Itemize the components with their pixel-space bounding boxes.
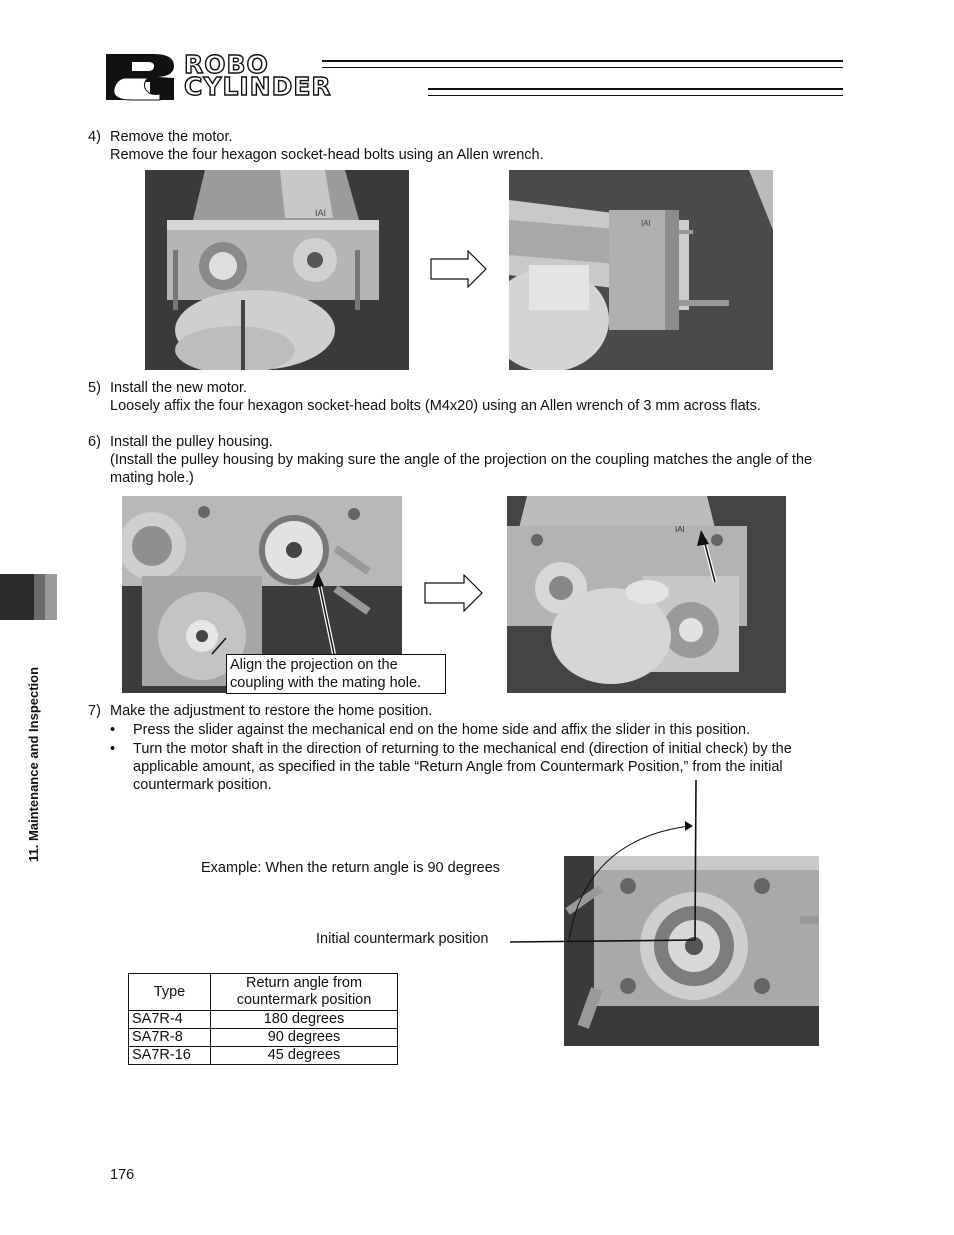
photo-remove-motor-before <box>145 170 409 370</box>
row1-type: SA7R-4 <box>129 1011 211 1029</box>
step6-detail-line1: (Install the pulley housing by making sure the angle of the projection on the coupling matches the angle of the <box>110 452 813 468</box>
bullet-icon-2: • <box>110 741 116 757</box>
step5-detail: Loosely affix the four hexagon socket-head bolts (M4x20) using an Allen wrench of 3 mm across flats. <box>110 398 761 414</box>
rc-logo-icon <box>102 52 178 102</box>
header-angle-line1: Return angle from <box>245 975 363 991</box>
step7-title: Make the adjustment to restore the home position. <box>110 703 433 719</box>
table-row <box>129 1047 398 1065</box>
header-angle-line2: countermark position <box>236 992 372 1008</box>
row2-type: SA7R-8 <box>129 1029 211 1047</box>
side-tab-label: 11. Maintenance and Inspection <box>26 666 41 862</box>
table-header-row <box>129 974 398 1011</box>
row2-angle: 90 degrees <box>211 1029 398 1047</box>
row3-type: SA7R-16 <box>129 1047 211 1065</box>
photo-pulley-housing-installed <box>507 496 786 693</box>
callout-line1: Align the projection on the <box>230 657 398 673</box>
header-return-angle <box>211 974 398 1011</box>
header-type: Type <box>129 974 211 1011</box>
step4-title: Remove the motor. <box>110 129 233 145</box>
return-angle-table <box>128 973 398 1065</box>
iai-mark-1: IAI <box>315 208 327 218</box>
step6-number: 6) <box>88 434 101 450</box>
step7-bullet2-line1: Turn the motor shaft in the direction of returning to the mechanical end (direction of initial check) by the <box>133 741 792 757</box>
row1-angle: 180 degrees <box>211 1011 398 1029</box>
step6-title: Install the pulley housing. <box>110 434 273 450</box>
header-rule-top <box>322 60 843 68</box>
step7-bullet1: Press the slider against the mechanical end on the home side and affix the slider in this position. <box>133 722 751 738</box>
header-rule-bottom <box>428 88 843 96</box>
countermark-indicator <box>505 780 725 960</box>
arrow-right-icon <box>430 250 488 288</box>
step7-bullet2-line2: applicable amount, as specified in the table “Return Angle from Countermark Position,” from the initial <box>133 759 783 775</box>
iai-mark-2: IAI <box>641 219 651 228</box>
alignment-callout <box>226 654 446 694</box>
example-label: Example: When the return angle is 90 degrees <box>201 860 501 876</box>
step4-detail: Remove the four hexagon socket-head bolts using an Allen wrench. <box>110 147 544 163</box>
table-row <box>129 1029 398 1047</box>
step5-title: Install the new motor. <box>110 380 248 396</box>
step6-detail-line2: mating hole.) <box>110 470 194 486</box>
photo-remove-motor-after <box>509 170 773 370</box>
callout-line2: coupling with the mating hole. <box>230 675 422 691</box>
table-row <box>129 1011 398 1029</box>
initial-countermark-label: Initial countermark position <box>316 931 489 947</box>
step7-number: 7) <box>88 703 101 719</box>
logo-robo: ROBO <box>184 50 269 79</box>
step4-number: 4) <box>88 129 101 145</box>
step7-bullet2-line3: countermark position. <box>133 777 272 793</box>
header-logo <box>102 52 847 104</box>
logo-cylinder: CYLINDER <box>184 72 332 101</box>
row3-angle: 45 degrees <box>211 1047 398 1065</box>
iai-mark-3: IAI <box>675 525 685 534</box>
arrow-right-icon-2 <box>424 574 484 612</box>
page-number: 176 <box>110 1167 135 1183</box>
step5-number: 5) <box>88 380 101 396</box>
bullet-icon-1: • <box>110 722 116 738</box>
side-tab <box>0 574 57 620</box>
